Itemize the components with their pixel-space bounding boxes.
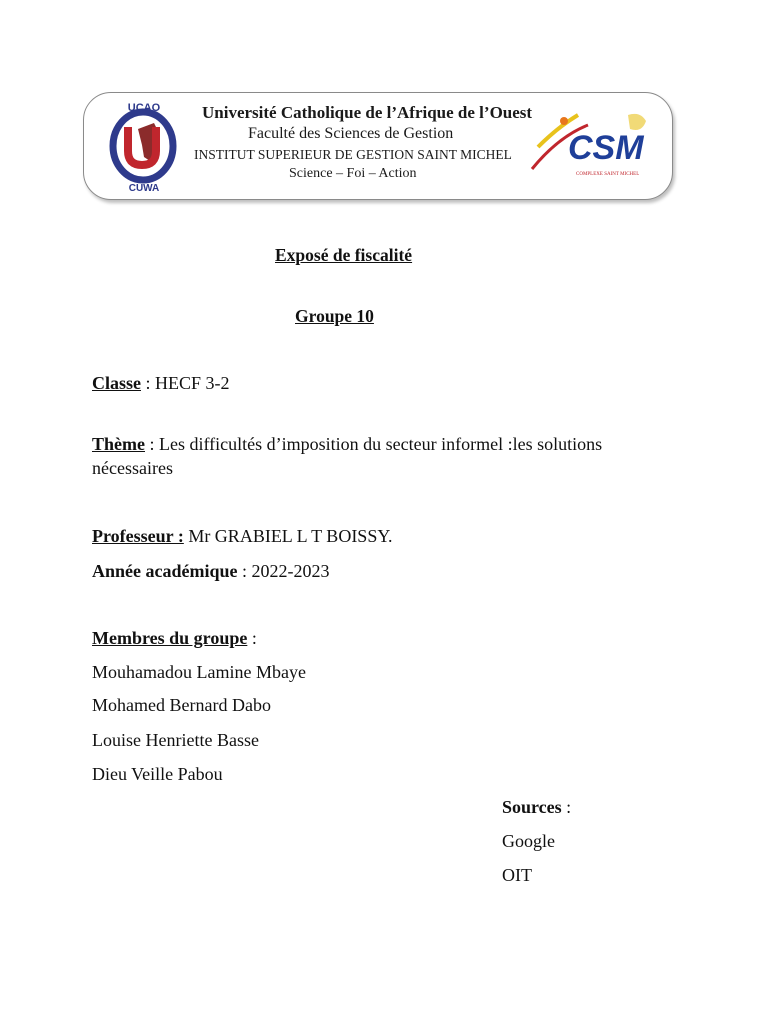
sources-label: Sources	[502, 797, 562, 817]
group-number: Groupe 10	[295, 306, 374, 326]
classe-separator: :	[141, 373, 156, 393]
theme-value: Les difficultés d’imposition du secteur informel :les solutions	[159, 434, 603, 454]
members-heading	[92, 627, 257, 649]
csm-logo	[528, 107, 660, 189]
theme-value-continued: nécessaires	[92, 458, 173, 478]
csm-logo-subtext: COMPLEXE SAINT MICHEL	[576, 172, 640, 177]
academic-year-value: 2022-2023	[251, 561, 330, 581]
ucao-logo-bottom-text: CUWA	[128, 183, 160, 193]
source-item: OIT	[502, 865, 532, 885]
academic-year-label: Année académique	[92, 561, 238, 581]
sources-heading	[502, 796, 571, 818]
classe-label: Classe	[92, 373, 141, 393]
member-item: Mohamed Bernard Dabo	[92, 695, 271, 715]
institute-name: INSTITUT SUPERIEUR DE GESTION SAINT MICHEL	[194, 147, 512, 162]
theme-line	[92, 433, 602, 455]
source-item: Google	[502, 831, 555, 851]
sources-separator: :	[561, 797, 572, 817]
member-item: Mouhamadou Lamine Mbaye	[92, 662, 306, 682]
university-name: Université Catholique de l’Afrique de l’Ouest	[202, 103, 533, 122]
academic-year-separator: :	[237, 561, 252, 581]
csm-logo-text: CSM	[568, 129, 644, 167]
classe-line	[92, 372, 230, 394]
members-label: Membres du groupe	[92, 628, 248, 648]
professor-line	[92, 525, 393, 547]
theme-label: Thème	[92, 434, 145, 454]
member-item: Dieu Veille Pabou	[92, 764, 223, 784]
institution-header	[83, 92, 673, 200]
member-item: Louise Henriette Basse	[92, 730, 259, 750]
motto: Science – Foi – Action	[289, 166, 417, 181]
classe-value: HECF 3-2	[155, 373, 230, 393]
members-separator: :	[247, 628, 257, 648]
ucao-logo-top-text: UCAO	[127, 102, 161, 114]
ucao-logo	[98, 99, 188, 193]
professor-label: Professeur :	[92, 526, 184, 546]
faculty-name: Faculté des Sciences de Gestion	[248, 125, 454, 142]
professor-value: Mr GRABIEL L T BOISSY.	[183, 526, 393, 546]
theme-separator: :	[145, 434, 160, 454]
academic-year-line	[92, 560, 330, 582]
document-title: Exposé de fiscalité	[275, 245, 413, 265]
